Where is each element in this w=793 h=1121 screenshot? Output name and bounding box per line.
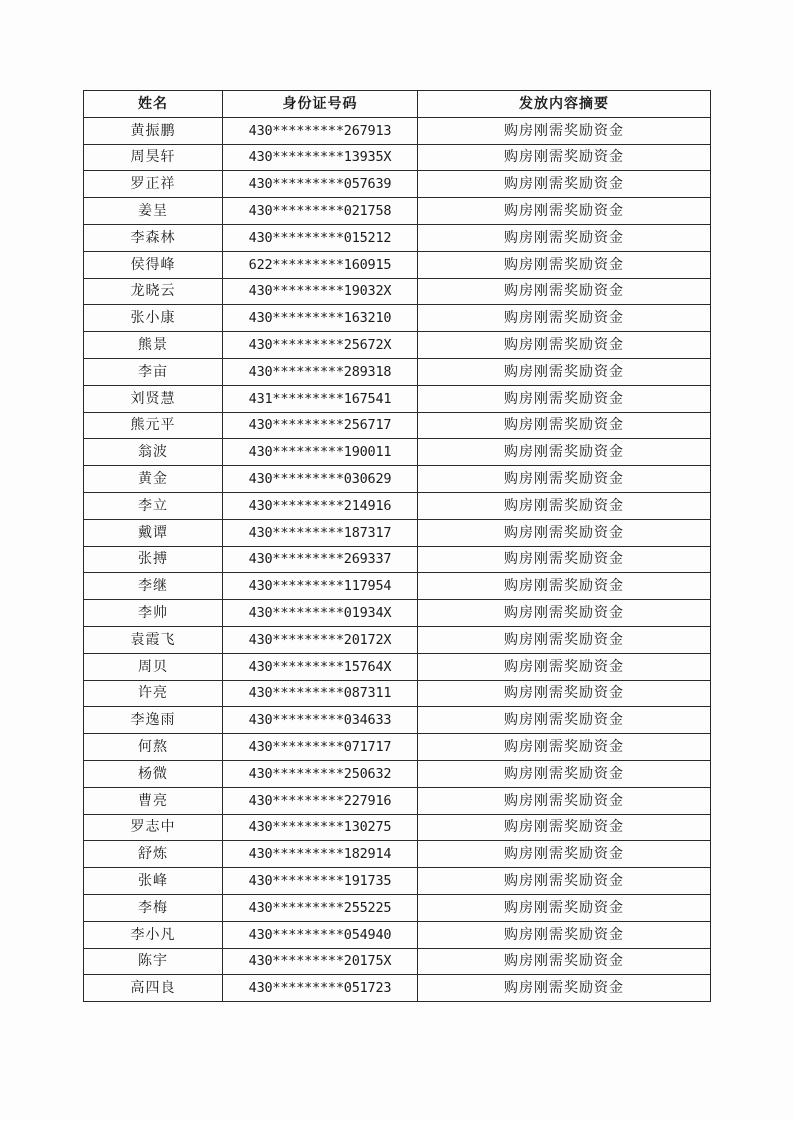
table-row [84,144,711,171]
cell-id-number: 430*********051723 [223,975,418,1002]
cell-description: 购房刚需奖励资金 [418,626,711,653]
cell-id-number: 430*********130275 [223,814,418,841]
cell-name: 侯得峰 [84,251,223,278]
table-body [84,117,711,1001]
cell-id-number: 430*********054940 [223,921,418,948]
table-row [84,358,711,385]
cell-id-number: 430*********071717 [223,734,418,761]
cell-id-number: 430*********034633 [223,707,418,734]
cell-id-number: 430*********25672X [223,332,418,359]
cell-id-number: 430*********190011 [223,439,418,466]
cell-description: 购房刚需奖励资金 [418,760,711,787]
table-row [84,492,711,519]
table-row [84,439,711,466]
cell-description: 购房刚需奖励资金 [418,385,711,412]
cell-name: 袁霞飞 [84,626,223,653]
cell-name: 张峰 [84,868,223,895]
table-row [84,278,711,305]
cell-description: 购房刚需奖励资金 [418,224,711,251]
table-row [84,519,711,546]
header-name: 姓名 [84,91,223,118]
cell-id-number: 430*********256717 [223,412,418,439]
cell-id-number: 430*********030629 [223,466,418,493]
table-row [84,841,711,868]
cell-id-number: 430*********187317 [223,519,418,546]
cell-id-number: 430*********20172X [223,626,418,653]
cell-id-number: 431*********167541 [223,385,418,412]
cell-description: 购房刚需奖励资金 [418,251,711,278]
cell-description: 购房刚需奖励资金 [418,412,711,439]
cell-name: 张搏 [84,546,223,573]
table-row [84,600,711,627]
cell-description: 购房刚需奖励资金 [418,975,711,1002]
table-row [84,707,711,734]
cell-description: 购房刚需奖励资金 [418,546,711,573]
table-row [84,975,711,1002]
cell-name: 周贝 [84,653,223,680]
cell-description: 购房刚需奖励资金 [418,198,711,225]
cell-id-number: 430*********20175X [223,948,418,975]
table-row [84,653,711,680]
cell-name: 李帅 [84,600,223,627]
table-row [84,224,711,251]
table-row [84,868,711,895]
table-header [84,91,711,118]
cell-description: 购房刚需奖励资金 [418,734,711,761]
cell-name: 李立 [84,492,223,519]
table-row [84,546,711,573]
cell-name: 罗正祥 [84,171,223,198]
cell-name: 黄金 [84,466,223,493]
cell-id-number: 430*********087311 [223,680,418,707]
cell-name: 龙晓云 [84,278,223,305]
table-row [84,734,711,761]
cell-name: 曹亮 [84,787,223,814]
cell-name: 熊景 [84,332,223,359]
cell-name: 刘贤慧 [84,385,223,412]
cell-name: 李梅 [84,894,223,921]
cell-id-number: 430*********15764X [223,653,418,680]
cell-description: 购房刚需奖励资金 [418,653,711,680]
cell-description: 购房刚需奖励资金 [418,841,711,868]
cell-id-number: 430*********227916 [223,787,418,814]
cell-id-number: 430*********015212 [223,224,418,251]
cell-name: 李逸雨 [84,707,223,734]
table-row [84,198,711,225]
cell-id-number: 430*********269337 [223,546,418,573]
cell-description: 购房刚需奖励资金 [418,492,711,519]
table-row [84,117,711,144]
cell-id-number: 430*********021758 [223,198,418,225]
cell-id-number: 430*********057639 [223,171,418,198]
cell-name: 许亮 [84,680,223,707]
cell-id-number: 430*********267913 [223,117,418,144]
recipient-table [83,90,711,1002]
cell-name: 李继 [84,573,223,600]
cell-name: 李亩 [84,358,223,385]
cell-id-number: 430*********289318 [223,358,418,385]
cell-name: 李小凡 [84,921,223,948]
cell-name: 姜呈 [84,198,223,225]
table-row [84,626,711,653]
cell-name: 戴谭 [84,519,223,546]
cell-name: 罗志中 [84,814,223,841]
table-row [84,251,711,278]
cell-name: 翁波 [84,439,223,466]
header-description: 发放内容摘要 [418,91,711,118]
cell-id-number: 430*********255225 [223,894,418,921]
table-row [84,412,711,439]
cell-description: 购房刚需奖励资金 [418,332,711,359]
cell-name: 张小康 [84,305,223,332]
cell-name: 李森林 [84,224,223,251]
cell-description: 购房刚需奖励资金 [418,305,711,332]
cell-description: 购房刚需奖励资金 [418,519,711,546]
cell-id-number: 430*********191735 [223,868,418,895]
cell-description: 购房刚需奖励资金 [418,894,711,921]
cell-name: 周昊轩 [84,144,223,171]
cell-id-number: 430*********117954 [223,573,418,600]
cell-name: 黄振鹏 [84,117,223,144]
cell-description: 购房刚需奖励资金 [418,921,711,948]
table-row [84,466,711,493]
cell-name: 杨微 [84,760,223,787]
table-row [84,894,711,921]
cell-id-number: 430*********250632 [223,760,418,787]
cell-description: 购房刚需奖励资金 [418,787,711,814]
cell-id-number: 430*********13935X [223,144,418,171]
table-row [84,948,711,975]
cell-name: 熊元平 [84,412,223,439]
table-row [84,787,711,814]
table-row [84,814,711,841]
cell-name: 陈宇 [84,948,223,975]
cell-description: 购房刚需奖励资金 [418,117,711,144]
table-row [84,171,711,198]
cell-description: 购房刚需奖励资金 [418,814,711,841]
header-id-number: 身份证号码 [223,91,418,118]
cell-description: 购房刚需奖励资金 [418,358,711,385]
cell-id-number: 430*********214916 [223,492,418,519]
table-row [84,385,711,412]
cell-id-number: 430*********163210 [223,305,418,332]
cell-description: 购房刚需奖励资金 [418,573,711,600]
table-row [84,573,711,600]
header-row [84,91,711,118]
cell-description: 购房刚需奖励资金 [418,439,711,466]
cell-description: 购房刚需奖励资金 [418,278,711,305]
cell-id-number: 430*********182914 [223,841,418,868]
cell-name: 何熬 [84,734,223,761]
cell-description: 购房刚需奖励资金 [418,868,711,895]
cell-name: 高四良 [84,975,223,1002]
table-row [84,332,711,359]
cell-id-number: 430*********01934X [223,600,418,627]
cell-description: 购房刚需奖励资金 [418,600,711,627]
cell-description: 购房刚需奖励资金 [418,707,711,734]
cell-name: 舒炼 [84,841,223,868]
cell-description: 购房刚需奖励资金 [418,466,711,493]
table-row [84,760,711,787]
cell-id-number: 622*********160915 [223,251,418,278]
table-row [84,921,711,948]
cell-id-number: 430*********19032X [223,278,418,305]
table-row [84,305,711,332]
table-row [84,680,711,707]
cell-description: 购房刚需奖励资金 [418,171,711,198]
cell-description: 购房刚需奖励资金 [418,144,711,171]
cell-description: 购房刚需奖励资金 [418,948,711,975]
cell-description: 购房刚需奖励资金 [418,680,711,707]
